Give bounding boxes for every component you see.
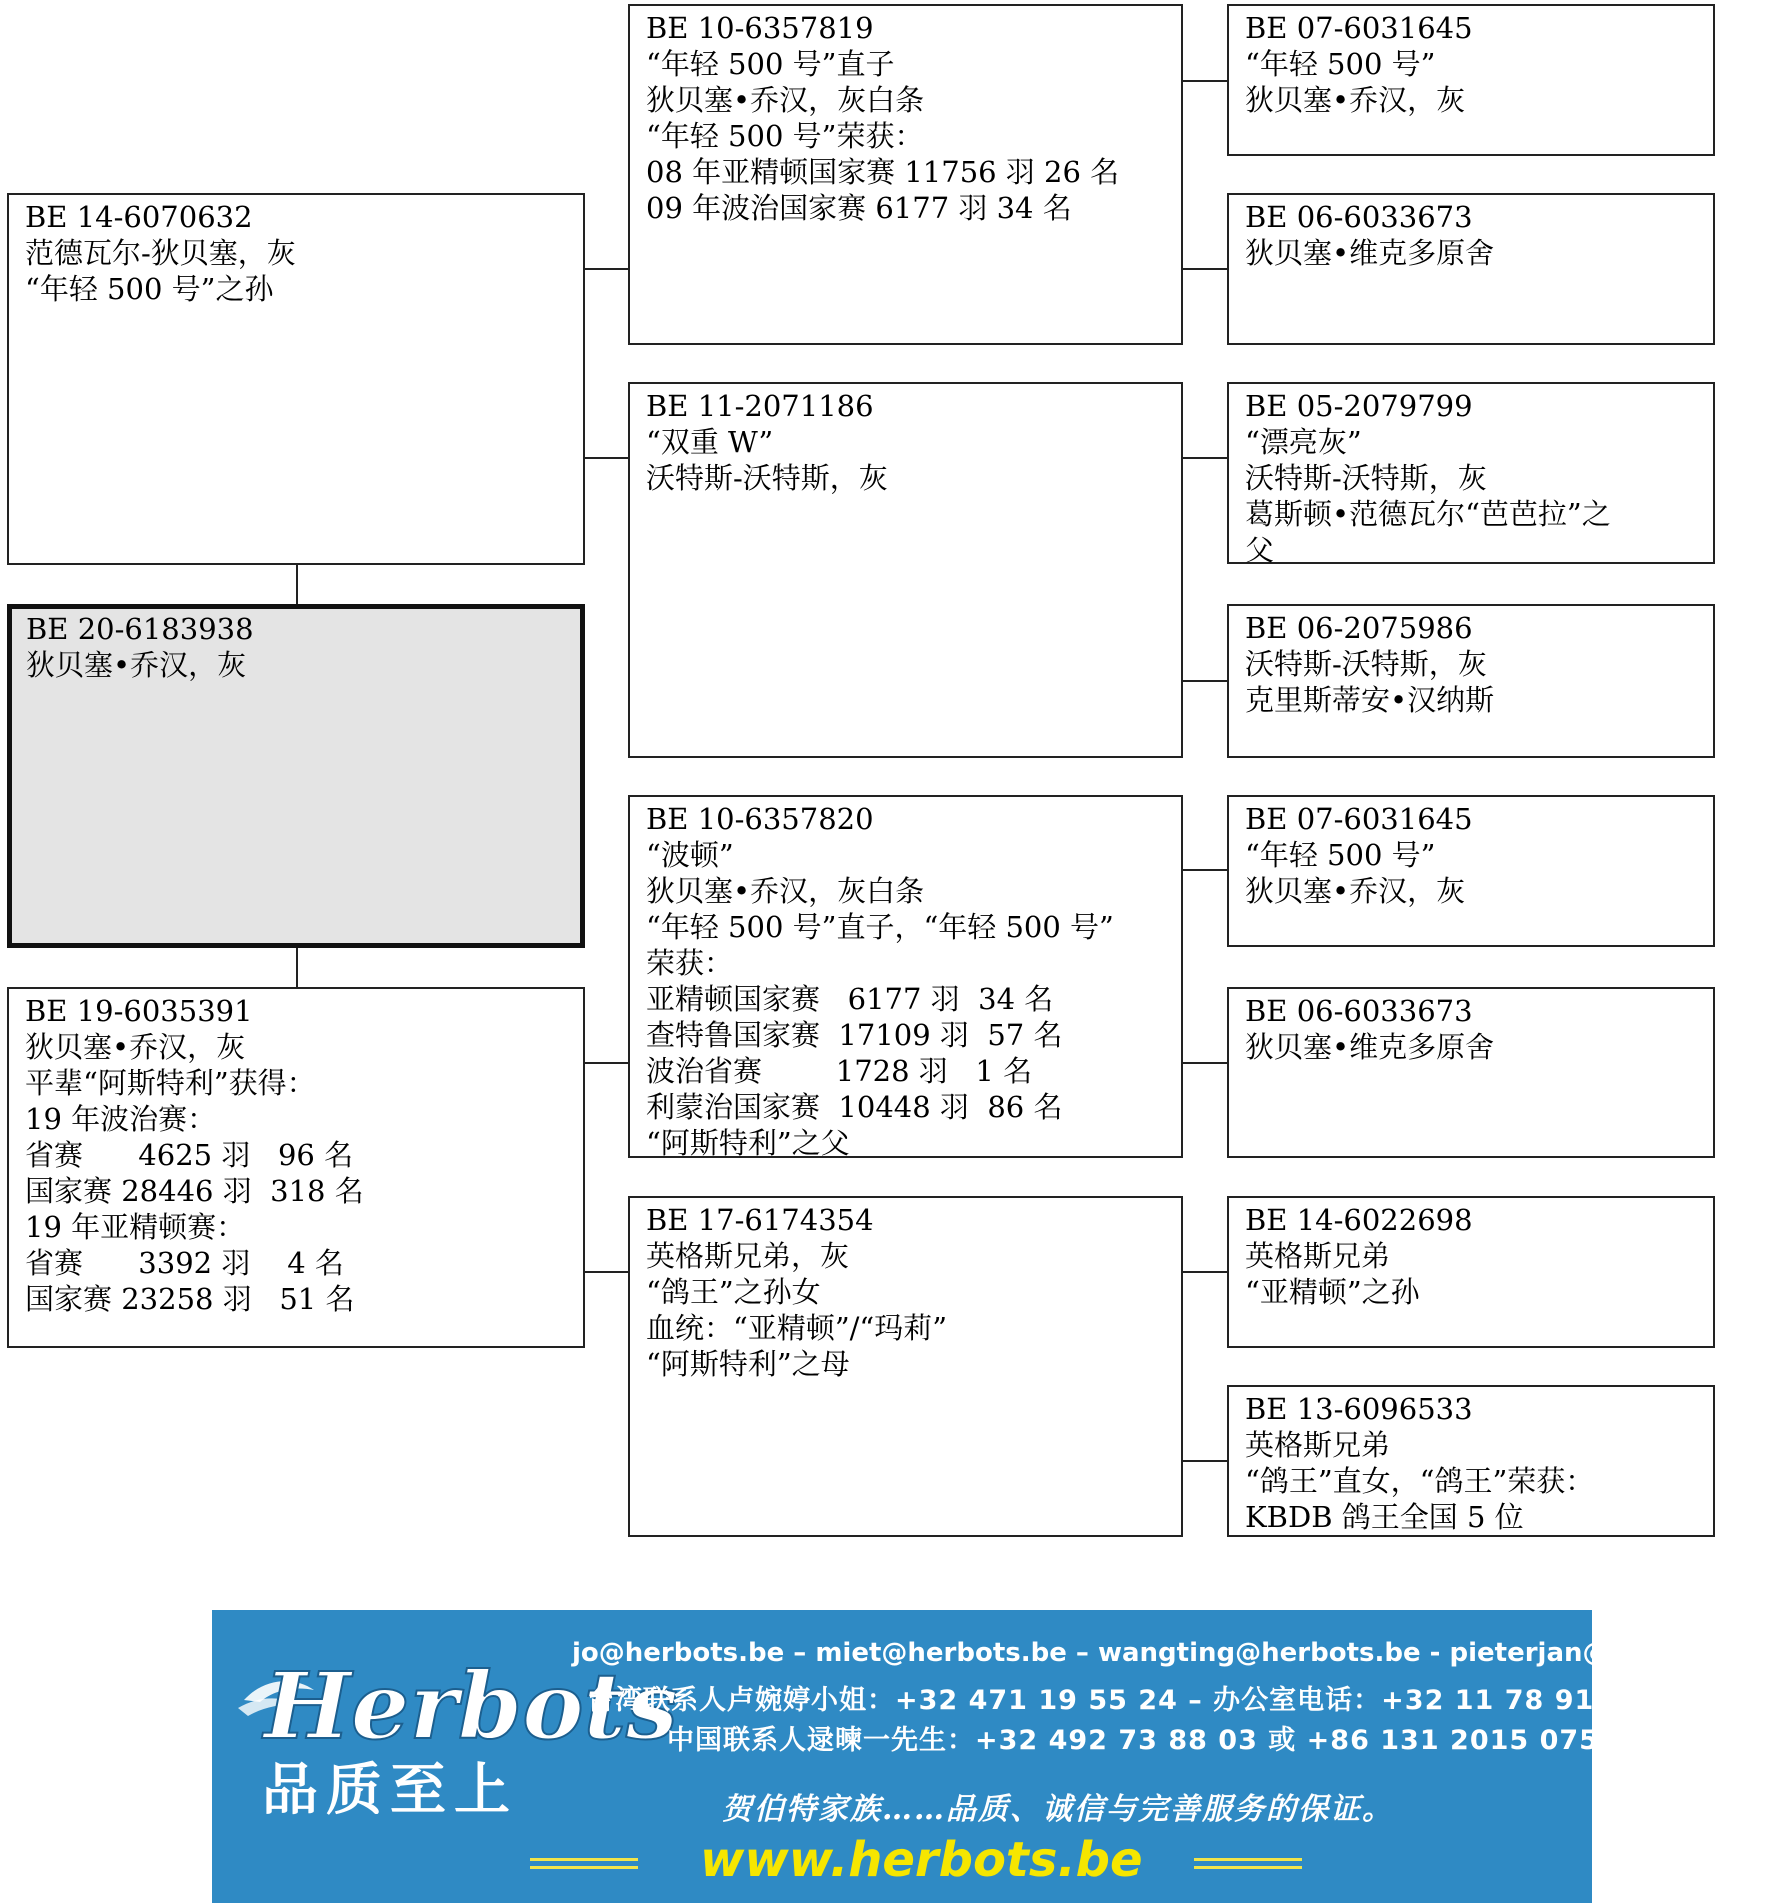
pedigree-line: 国家赛 23258 羽 51 名 — [25, 1282, 355, 1316]
ring-number: BE 07-6031645 — [1245, 11, 1473, 45]
left-dash-decoration — [530, 1858, 638, 1861]
dam-box — [7, 987, 585, 1348]
dam-sire-box — [628, 795, 1183, 1158]
left-dash-decoration-2 — [530, 1866, 638, 1869]
email-list[interactable]: jo@herbots.be – miet@herbots.be – wangting@herbots.be - pieterjan@herbots.be — [572, 1638, 1768, 1668]
dds-box — [1227, 1196, 1715, 1348]
footer-banner — [212, 1610, 1768, 1903]
pedigree-line: 省赛 4625 羽 96 名 — [25, 1138, 354, 1172]
pedigree-line: “鸽王”之孙女 — [646, 1275, 821, 1309]
pedigree-line: 狄贝塞•乔汉，灰 — [26, 648, 247, 682]
pedigree-line: 利蒙治国家赛 10448 羽 86 名 — [646, 1090, 1063, 1124]
pedigree-line: 狄贝塞•乔汉，灰 — [1245, 874, 1466, 908]
dam-dam-box — [628, 1196, 1183, 1537]
pedigree-line: 狄贝塞•乔汉，灰白条 — [646, 874, 925, 908]
connector-sd-sdd — [1183, 680, 1227, 682]
pedigree-line: 08 年亚精顿国家赛 11756 羽 26 名 — [646, 155, 1120, 189]
pedigree-line: 省赛 3392 羽 4 名 — [25, 1246, 344, 1280]
ring-number: BE 06-6033673 — [1245, 200, 1473, 234]
ring-number: BE 05-2079799 — [1245, 389, 1473, 423]
pedigree-line: 英格斯兄弟，灰 — [646, 1239, 850, 1273]
ring-number: BE 19-6035391 — [25, 994, 253, 1028]
pedigree-line: 19 年亚精顿赛： — [25, 1210, 246, 1244]
pedigree-line: 葛斯顿•范德瓦尔“芭芭拉”之 — [1245, 497, 1611, 531]
pedigree-line: 父 — [1245, 533, 1275, 567]
china-contact: 中国联系人逯暕一先生：+32 492 73 88 03 或 +86 131 2015 0755 — [667, 1725, 1619, 1756]
dss-box — [1227, 795, 1715, 947]
pedigree-line: “波顿” — [646, 838, 734, 872]
sire-dam-box — [628, 382, 1183, 758]
pedigree-line: “年轻 500 号” — [1245, 838, 1436, 872]
taiwan-contact: 台湾联系人卢婉婷小姐：+32 471 19 55 24 – 办公室电话：+32 11 78 91 90 — [587, 1685, 1645, 1716]
ring-number: BE 06-6033673 — [1245, 994, 1473, 1028]
ring-number: BE 06-2075986 — [1245, 611, 1473, 645]
sdd-box — [1227, 604, 1715, 758]
slogan: 品质至上 — [262, 1757, 518, 1823]
sire-sire-box — [628, 4, 1183, 345]
connector-subject-sire — [296, 565, 298, 604]
ring-number: BE 10-6357819 — [646, 11, 874, 45]
pedigree-line: “双重 W” — [646, 425, 774, 459]
pedigree-line: 亚精顿国家赛 6177 羽 34 名 — [646, 982, 1054, 1016]
ring-number: BE 13-6096533 — [1245, 1392, 1473, 1426]
pedigree-line: 狄贝塞•乔汉，灰白条 — [646, 83, 925, 117]
ring-number: BE 11-2071186 — [646, 389, 874, 423]
ring-number: BE 14-6070632 — [25, 200, 253, 234]
pedigree-line: “漂亮灰” — [1245, 425, 1362, 459]
connector-ss-sss — [1183, 80, 1227, 82]
connector-sire-sd — [585, 457, 628, 459]
pedigree-line: KBDB 鸽王全国 5 位 — [1245, 1500, 1524, 1534]
pedigree-line: 沃特斯-沃特斯，灰 — [646, 461, 888, 495]
pedigree-line: 英格斯兄弟 — [1245, 1428, 1391, 1462]
pedigree-line: 沃特斯-沃特斯，灰 — [1245, 647, 1487, 681]
tagline: 贺伯特家族……品质、诚信与完善服务的保证。 — [722, 1792, 1394, 1827]
website-link[interactable]: www.herbots.be — [700, 1832, 1143, 1888]
connector-sire-ss — [585, 268, 628, 270]
connector-dam-ds — [585, 1062, 628, 1064]
pedigree-line: 09 年波治国家赛 6177 羽 34 名 — [646, 191, 1072, 225]
brand-name: Herbots — [264, 1652, 678, 1760]
connector-dd-ddd — [1183, 1460, 1227, 1462]
pedigree-line: 波治省赛 1728 羽 1 名 — [646, 1054, 1033, 1088]
dsd-box — [1227, 987, 1715, 1158]
connector-dam-dd — [585, 1271, 628, 1273]
ssd-box — [1227, 193, 1715, 345]
pedigree-line: 范德瓦尔-狄贝塞，灰 — [25, 236, 296, 270]
pedigree-line: 荣获： — [646, 946, 734, 980]
pedigree-line: 平辈“阿斯特利”获得： — [25, 1066, 316, 1100]
pedigree-line: “阿斯特利”之父 — [646, 1126, 850, 1160]
pedigree-line: 狄贝塞•乔汉，灰 — [25, 1030, 246, 1064]
right-dash-decoration-2 — [1194, 1866, 1302, 1869]
pedigree-line: “年轻 500 号”直子，“年轻 500 号” — [646, 910, 1114, 944]
pedigree-line: “阿斯特利”之母 — [646, 1347, 850, 1381]
connector-ds-dsd — [1183, 1062, 1227, 1064]
right-dash-decoration — [1194, 1858, 1302, 1861]
pedigree-line: 狄贝塞•维克多原舍 — [1245, 236, 1495, 270]
connector-subject-dam — [296, 948, 298, 987]
subject-box — [7, 604, 585, 948]
pedigree-line: 英格斯兄弟 — [1245, 1239, 1391, 1273]
ring-number: BE 10-6357820 — [646, 802, 874, 836]
connector-ss-ssd — [1183, 268, 1227, 270]
sire-box — [7, 193, 585, 565]
pedigree-line: “年轻 500 号”之孙 — [25, 272, 274, 306]
ring-number: BE 07-6031645 — [1245, 802, 1473, 836]
pedigree-line: 狄贝塞•乔汉，灰 — [1245, 83, 1466, 117]
pedigree-line: 国家赛 28446 羽 318 名 — [25, 1174, 364, 1208]
connector-dd-dds — [1183, 1271, 1227, 1273]
pedigree-line: “年轻 500 号”直子 — [646, 47, 895, 81]
pedigree-line: “年轻 500 号”荣获： — [646, 119, 924, 153]
pedigree-line: 沃特斯-沃特斯，灰 — [1245, 461, 1487, 495]
pedigree-line: “年轻 500 号” — [1245, 47, 1436, 81]
pedigree-line: 查特鲁国家赛 17109 羽 57 名 — [646, 1018, 1063, 1052]
ddd-box — [1227, 1385, 1715, 1537]
ring-number: BE 20-6183938 — [26, 612, 254, 646]
pedigree-line: “亚精顿”之孙 — [1245, 1275, 1420, 1309]
ring-number: BE 14-6022698 — [1245, 1203, 1473, 1237]
connector-ds-dss — [1183, 869, 1227, 871]
pedigree-line: 狄贝塞•维克多原舍 — [1245, 1030, 1495, 1064]
pedigree-line: 19 年波治赛： — [25, 1102, 217, 1136]
pedigree-line: “鸽王”直女，“鸽王”荣获： — [1245, 1464, 1595, 1498]
connector-sd-sds — [1183, 457, 1227, 459]
pedigree-line: 克里斯蒂安•汉纳斯 — [1245, 683, 1495, 717]
pedigree-line: 血统：“亚精顿”/“玛莉” — [646, 1311, 948, 1345]
ring-number: BE 17-6174354 — [646, 1203, 874, 1237]
sds-box — [1227, 382, 1715, 567]
sss-box — [1227, 4, 1715, 156]
